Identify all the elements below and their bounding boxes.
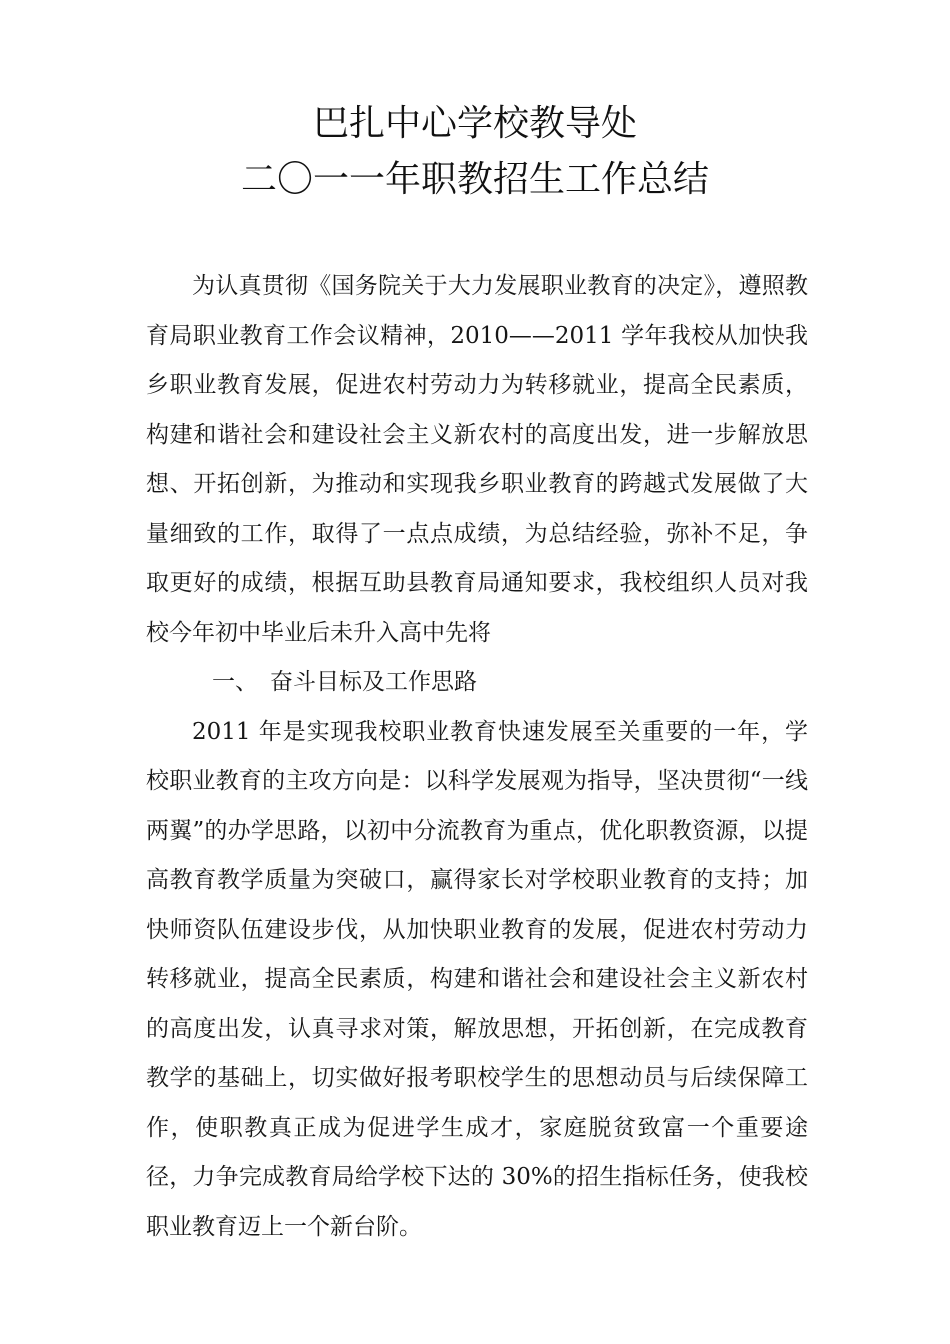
title-line-2: 二〇一一年职教招生工作总结 — [240, 159, 709, 200]
paragraph-goals: 2011 年是实现我校职业教育快速发展至关重要的一年，学校职业教育的主攻方向是：以科学发展观为指导，坚决贯彻“一线两翼”的办学思路，以初中分流教育为重点，优化职教资源，以提高教育教学质量为突破口，赢得家长对学校职业教育的支持；加快师资队伍建设步伐，从加快职业教育的发展，促进农村劳动力转移就业，提高全民素质，构建和谐社会和建设社会主义新农村的高度出发，认真寻求对策，解放思想，开拓创新，在完成教育教学的基础上，切实做好报考职校学生的思想动员与后续保障工作，使职教真正成为促进学生成才，家庭脱贫致富一个重要途径，力争完成教育局给学校下达的 30%的招生指标任务，使我校职业教育迈上一个新台阶。 — [146, 718, 808, 1240]
document-body — [146, 262, 808, 1252]
section-number: 一、 — [212, 669, 258, 695]
document-title — [0, 96, 950, 208]
section-heading — [146, 658, 808, 708]
title-line-1: 巴扎中心学校教导处 — [312, 103, 637, 144]
section-title: 奋斗目标及工作思路 — [270, 669, 477, 695]
paragraph-intro: 为认真贯彻《国务院关于大力发展职业教育的决定》，遵照教育局职业教育工作会议精神，2010——2011 学年我校从加快我乡职业教育发展，促进农村劳动力为转移就业，提高全民素质，构建和谐社会和建设社会主义新农村的高度出发，进一步解放思想、开拓创新，为推动和实现我乡职业教育的跨越式发展做了大量细致的工作，取得了一点点成绩，为总结经验，弥补不足，争取更好的成绩，根据互助县教育局通知要求，我校组织人员对我校今年初中毕业后未升入高中先将 — [146, 273, 808, 646]
